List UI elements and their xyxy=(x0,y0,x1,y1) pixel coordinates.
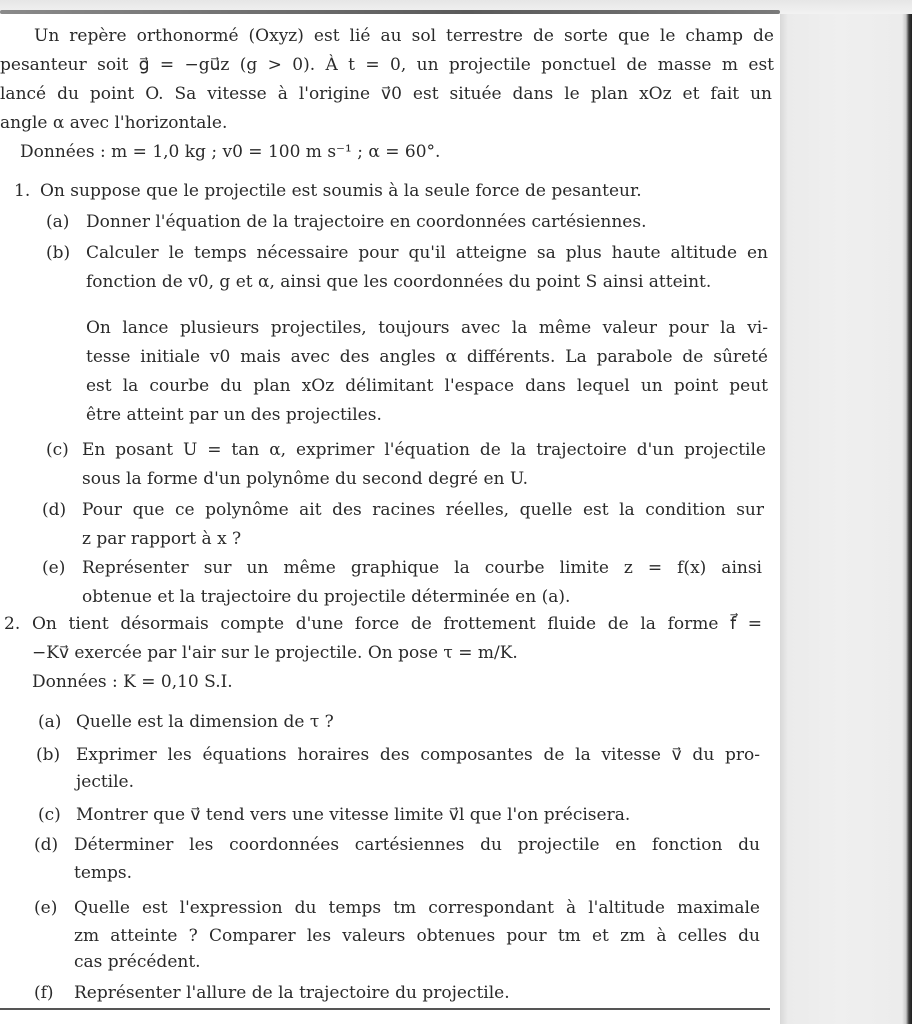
question-2f-label: (f) xyxy=(34,983,54,1003)
question-1a-label: (a) xyxy=(46,212,70,232)
paragraph-line-2: tesse initiale v0 mais avec des angles α différents. La parabole de sûreté xyxy=(86,347,768,367)
question-1d-label: (d) xyxy=(42,500,67,520)
question-2e-line-2: zm atteinte ? Comparer les valeurs obtenues pour tm et zm à celles du xyxy=(74,926,760,946)
question-2b-label: (b) xyxy=(36,745,61,765)
question-1-statement: On suppose que le projectile est soumis à la seule force de pesanteur. xyxy=(40,181,642,201)
question-1e-label: (e) xyxy=(42,558,66,578)
question-2f-text: Représenter l'allure de la trajectoire du projectile. xyxy=(74,983,510,1003)
question-2a-label: (a) xyxy=(38,712,62,732)
question-1b-line-2: fonction de v0, g et α, ainsi que les coordonnées du point S ainsi atteint. xyxy=(86,272,712,292)
intro-line-3: lancé du point O. Sa vitesse à l'origine v⃗0 est située dans le plan xOz et fait un xyxy=(0,84,772,104)
question-2d-label: (d) xyxy=(34,835,59,855)
paragraph-line-4: être atteint par un des projectiles. xyxy=(86,405,382,425)
question-2-line-1: On tient désormais compte d'une force de frottement fluide de la forme f⃗ = xyxy=(32,614,762,634)
question-2e-line-3: cas précédent. xyxy=(74,952,201,972)
question-2-line-2: −Kv⃗ exercée par l'air sur le projectile. On pose τ = m/K. xyxy=(32,643,518,663)
question-2-number: 2. xyxy=(4,614,21,634)
question-2c-text: Montrer que v⃗ tend vers une vitesse limite v⃗l que l'on précisera. xyxy=(76,805,631,825)
intro-data: Données : m = 1,0 kg ; v0 = 100 m s⁻¹ ; α = 60°. xyxy=(20,142,441,162)
question-2a-text: Quelle est la dimension de τ ? xyxy=(76,712,334,732)
intro-line-2: pesanteur soit g⃗ = −gu⃗z (g > 0). À t = 0, un projectile ponctuel de masse m est xyxy=(0,55,774,75)
question-2-data: Données : K = 0,10 S.I. xyxy=(32,672,233,692)
question-1d-line-1: Pour que ce polynôme ait des racines réelles, quelle est la condition sur xyxy=(82,500,764,520)
paragraph-line-1: On lance plusieurs projectiles, toujours avec la même valeur pour la vi- xyxy=(86,318,768,338)
exercise-page xyxy=(0,14,772,1008)
question-1e-line-1: Représenter sur un même graphique la courbe limite z = f(x) ainsi xyxy=(82,558,762,578)
question-2b-line-2: jectile. xyxy=(76,772,135,792)
question-2e-line-1: Quelle est l'expression du temps tm correspondant à l'altitude maximale xyxy=(74,898,760,918)
question-2c-label: (c) xyxy=(38,805,61,825)
question-1c-label: (c) xyxy=(46,440,69,460)
question-1b-label: (b) xyxy=(46,243,71,263)
intro-line-1: Un repère orthonormé (Oxyz) est lié au sol terrestre de sorte que le champ de xyxy=(34,26,774,46)
question-1c-line-1: En posant U = tan α, exprimer l'équation de la trajectoire d'un projectile xyxy=(82,440,766,460)
question-2d-line-1: Déterminer les coordonnées cartésiennes du projectile en fonction du xyxy=(74,835,760,855)
question-1c-line-2: sous la forme d'un polynôme du second degré en U. xyxy=(82,469,529,489)
paragraph-line-3: est la courbe du plan xOz délimitant l'espace dans lequel un point peut xyxy=(86,376,768,396)
bottom-rule xyxy=(0,1008,770,1010)
question-1b-line-1: Calculer le temps nécessaire pour qu'il atteigne sa plus haute altitude en xyxy=(86,243,768,263)
question-2e-label: (e) xyxy=(34,898,58,918)
scan-right-margin xyxy=(780,14,912,1024)
question-1-number: 1. xyxy=(14,181,31,201)
question-1a-text: Donner l'équation de la trajectoire en coordonnées cartésiennes. xyxy=(86,212,647,232)
question-2b-line-1: Exprimer les équations horaires des composantes de la vitesse v⃗ du pro- xyxy=(76,745,760,765)
intro-line-4: angle α avec l'horizontale. xyxy=(0,113,228,133)
question-2d-line-2: temps. xyxy=(74,863,133,883)
question-1d-line-2: z par rapport à x ? xyxy=(82,529,242,549)
question-1e-line-2: obtenue et la trajectoire du projectile déterminée en (a). xyxy=(82,587,571,607)
